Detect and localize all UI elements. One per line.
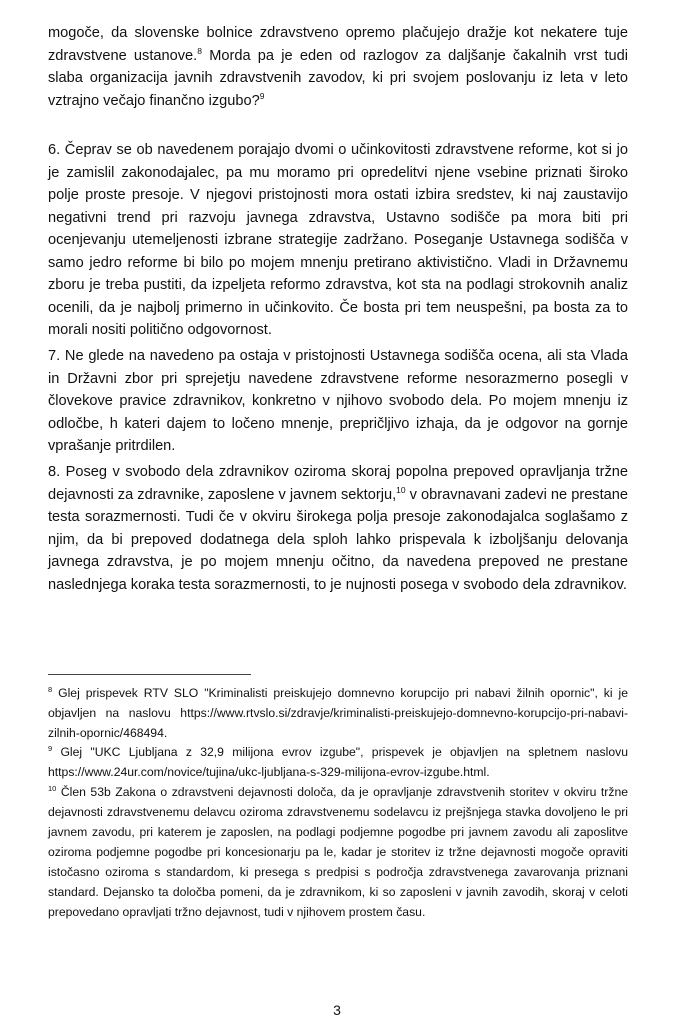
paragraph-text: Morda pa je eden od razlogov za daljšanje čakalnih vrst tudi slaba organizacija javnih zdravstvenih zavodov, ki pri svojem poslovanju iz leta v leto vztrajno večajo finančno izgubo? — [48, 47, 628, 109]
page-number: 3 — [333, 1002, 341, 1018]
footnote-text: Glej prispevek RTV SLO "Kriminalisti preiskujejo domnevno korupcijo pri nabavi žilnih opornic", ki je objavljen na naslovu https://www.rtvslo.si/zdravje/kriminalisti-preiskujejo-domnevno-korupcijo-pri-nabavi-zilnih-opornic/468494. — [48, 686, 628, 740]
footnote-number: 9 — [48, 744, 53, 753]
footnote-9 — [48, 742, 628, 782]
paragraph-text: mogoče, da slovenske bolnice zdravstveno opremo plačujejo dražje kot nekatere tuje zdravstvene ustanove. — [48, 25, 628, 64]
footnote-number: 8 — [48, 685, 53, 694]
footnote-ref-10[interactable]: 10 — [396, 484, 406, 495]
footnote-10 — [48, 782, 628, 922]
paragraph-text: 8. Poseg v svobodo dela zdravnikov oziroma skoraj popolna prepoved opravljanja tržne dejavnosti za zdravnike, zaposlene v javnem sektorju, — [48, 464, 628, 503]
paragraph-8 — [48, 461, 628, 596]
paragraph-6: 6. Čeprav se ob navedenem porajajo dvomi o učinkovitosti zdravstvene reforme, kot si jo je zamislil zakonodajalec, pa mu moramo pri opredelitvi njene vsebine priznati široko polje proste presoje. V njegovi pristojnosti mora ostati izbira sredstev, ki naj zaustavijo negativni trend pri razvoju javnega zdravstva, Ustavno sodišče pa mora biti pri ocenjevanju utemeljenosti izbrane strategije zadržano. Poseganje Ustavnega sodišča v samo jedro reforme bi bilo po mojem mnenju pretirano aktivistično. Vladi in Državnemu zboru je treba pustiti, da izpeljeta reformo zdravstva, kot sta na podlagi strokovnih analiz ocenili, da je najbolj primerno in učinkovito. Če bosta pri tem neuspešni, pa bosta za to morali nositi politično odgovornost. — [48, 142, 628, 338]
paragraph-continued — [48, 22, 628, 112]
footnote-ref-9[interactable]: 9 — [259, 90, 265, 101]
footnote-number: 10 — [48, 784, 57, 793]
paragraph-7: 7. Ne glede na navedeno pa ostaja v pristojnosti Ustavnega sodišča ocena, ali sta Vlada in Državni zbor pri sprejetju navedene zdravstvene reforme nesorazmerno posegli v človekove pravice zdravnikov, konkretno v njihovo svobodo dela. Po mojem mnenju iz odločbe, h kateri dajem to ločeno mnenje, prepričljivo izhaja, da je odgovor na gornje vprašanje pritrdilen. — [48, 348, 628, 454]
paragraph-text: v obravnavani zadevi ne prestane testa sorazmernosti. Tudi če v okviru širokega polja presoje zakonodajalca soglašamo z njim, da bi prepoved dodatnega dela sploh lahko prispevala k izboljšanju delovanja javnega zdravstva, je po mojem mnenju očitno, da navedena prepoved ne prestane naslednjega koraka testa sorazmernosti, to je nujnosti posega v svobodo dela zdravnikov. — [48, 486, 629, 593]
footnote-ref-8[interactable]: 8 — [197, 45, 202, 56]
footnote-separator — [48, 674, 251, 675]
footnote-8 — [48, 683, 628, 743]
footnote-text: Glej "UKC Ljubljana z 32,9 milijona evrov izgube", prispevek je objavljen na spletnem naslovu https://www.24ur.com/novice/tujina/ukc-ljubljana-s-329-milijona-evrov-izgube.html. — [48, 745, 628, 779]
footnote-text: Člen 53b Zakona o zdravstveni dejavnosti določa, da je opravljanje zdravstvenih storitev v okviru tržne dejavnosti zdravstvenemu delavcu oziroma zdravstvenemu sodelavcu iz prejšnjega stavka dovoljeno le pri javnem zavodu, pri katerem je zaposlen, na podlagi podjemne pogodbe pri javnem zavodu ali zaposlitve oziroma podjemne pogodbe pri koncesionarju pa le, kadar je storitev iz tržne dejavnosti mogoče opraviti istočasno oziroma s standardom, ki presega s predpisi s področja zdravstvenega zavarovanja priznani standard. Dejansko ta določba pomeni, da je zdravnikom, ki so zaposleni v javnih zavodih, skoraj v celoti prepovedano opravljati tržno dejavnost, tudi v njihovem prostem času. — [48, 785, 628, 919]
